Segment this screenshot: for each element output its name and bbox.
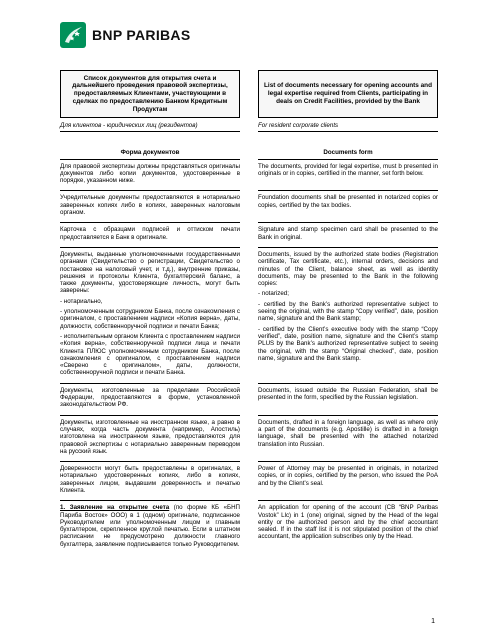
en-section-cell bbox=[258, 416, 438, 462]
ru-section-cell bbox=[60, 160, 240, 192]
ru-subheader: Для клиентов - юридических лиц (резидентов) bbox=[60, 122, 240, 132]
section-row bbox=[60, 384, 438, 416]
ru-paragraph: Доверенности могут быть предоставлены в оригиналах, в нотариально удостоверенных копиях, либо в копиях, заверенных лицом, выдавшим доверенность и печатью Клиента. bbox=[60, 465, 240, 494]
ru-final-text: (по форме КБ «БНП Париба Восток» ООО) в 1 (одном) оригинале, подписанное Руководителем или уполномоченным лицом и главным бухгалтером, скрепленное круглой печатью. Если в штатном расписании не предусмотрено должности главного бухгалтера, заявление подписывается только Руководителем. bbox=[60, 504, 241, 548]
section-row bbox=[60, 160, 438, 192]
bnp-stars-logo-icon bbox=[60, 22, 86, 48]
final-section bbox=[60, 501, 438, 554]
en-paragraph: The documents, provided for legal expertise, must b presented in originals or in copies, certified in the manner, set forth below. bbox=[258, 162, 438, 177]
ru-paragraph: - нотариально, bbox=[60, 297, 103, 305]
sections-container bbox=[60, 160, 438, 502]
en-column-heading: Documents form bbox=[258, 146, 438, 159]
en-paragraph: - certified by the Client’s executive body with the stamp “Copy verified”, date, position name, signature and the Client’s stamp PLUS by the Bank’s authorized representative subject to seeing the original, with the stamp “Original checked”, date, position name, signature and the Bank stamp. bbox=[258, 325, 438, 362]
ru-final-cell bbox=[60, 501, 240, 554]
en-paragraph: - notarized; bbox=[258, 290, 289, 298]
ru-paragraph: - исполнительным органом Клиента с проставлением надписи «Копия верна», собственноручной подписи лица и печати Клиента ПЛЮС уполномоченным сотрудником Банка, после ознакомления с оригиналом, с проставлением надписи «Сверено с оригиналом», даты, должности, собственноручной подписи и печати Банка. bbox=[60, 332, 240, 377]
logo-text: BNP PARIBAS bbox=[92, 27, 191, 43]
en-paragraph: Documents, issued by the authorized state bodies (Registration certificate, Tax certificate, etc.), internal orders, decisions and minutes of the Client, balance sheet, as well as identity documents, may be presented to the Bank in the following copies: bbox=[258, 250, 438, 288]
ru-section-cell bbox=[60, 191, 240, 223]
section-row bbox=[60, 462, 438, 501]
ru-paragraph: Документы, изготовленные за пределами Российской Федерации, предоставляются в форме, установленной законодательством РФ. bbox=[60, 386, 240, 409]
en-paragraph: Foundation documents shall be presented in notarized copies or copies, certified by the tax bodies. bbox=[258, 194, 438, 209]
ru-section-cell bbox=[60, 248, 240, 384]
ru-section-cell bbox=[60, 416, 240, 462]
ru-section-cell bbox=[60, 223, 240, 248]
en-final-text: An application for opening of the account (CB “BNP Paribas Vostok” Llc) in 1 (one) original, signed by the Head of the legal entity or the authorized person and by the chief accountant sealed. If in the staff list it is not stipulated position of the chief accountant, the application subscribes only by the Head. bbox=[258, 504, 438, 541]
ru-section-cell bbox=[60, 384, 240, 416]
en-section-cell bbox=[258, 384, 438, 416]
page-number: 1 bbox=[431, 618, 435, 625]
en-section-cell bbox=[258, 462, 438, 501]
section-row bbox=[60, 416, 438, 462]
ru-paragraph: - уполномоченным сотрудником Банка, после ознакомления с оригиналом, с проставлением надписи «Копия верна», даты, должности, собственноручной подписи и печати Банка; bbox=[60, 308, 240, 330]
ru-paragraph: Для правовой экспертизы должны представляться оригиналы документов либо копии документов, удостоверенные в порядке, указанном ниже. bbox=[60, 162, 240, 185]
en-paragraph: Power of Attorney may be presented in originals, in notarized copies, or in copies, certified by the person, who issued the PoA and by the Client’s seal. bbox=[258, 465, 438, 487]
en-section-cell bbox=[258, 223, 438, 248]
bnp-paribas-logo bbox=[60, 22, 190, 48]
en-paragraph: Documents, issued outside the Russian Federation, shall be presented in the form, specified by the Russian legislation. bbox=[258, 386, 438, 402]
ru-paragraph: Карточка с образцами подписей и оттиском печати предоставляется в Банк в оригинале. bbox=[60, 226, 240, 241]
section-row bbox=[60, 248, 438, 384]
en-section-cell bbox=[258, 160, 438, 192]
ru-paragraph: Учредительные документы предоставляются в нотариально заверенных копиях либо в копиях, заверенных налоговым органом. bbox=[60, 194, 240, 217]
ru-section-cell bbox=[60, 462, 240, 501]
en-paragraph: Signature and stamp specimen card shall be presented to the Bank in original. bbox=[258, 226, 438, 241]
en-paragraph: Documents, drafted in a foreign language, as well as where only a part of the documents (e.g. Apostille) is drafted in a foreign language, shall be presented with the attached notarized translation into Russian. bbox=[258, 418, 438, 448]
en-paragraph: - certified by the Bank’s authorized representative subject to seeing the original, with the stamp “Copy verified”, date, position name, signature and the Bank stamp; bbox=[258, 300, 438, 323]
document-table bbox=[60, 70, 438, 554]
section-row bbox=[60, 191, 438, 223]
section-row bbox=[60, 223, 438, 248]
ru-title-box: Список документов для открытия счета и дальнейшего проведения правовой экспертизы, предоставляемых Клиентами, участвующими в сделках по предоставлению Банком Кредитным Продуктам bbox=[60, 70, 240, 118]
ru-paragraph: Документы, выданные уполномоченными государственными органами (Свидетельство о регистрации, Свидетельство о постановке на налоговый учет, и т.д.), внутренние приказы, решения и протоколы Клиента, бухгалтерский баланс, а также документы, удостоверяющие личность, могут быть заверены: bbox=[60, 250, 240, 295]
ru-final-heading: 1. Заявление на открытие счета bbox=[60, 504, 170, 512]
ru-column-heading: Форма документов bbox=[60, 146, 240, 159]
en-subheader: For resident corporate clients bbox=[258, 122, 438, 132]
en-title-box: List of documents necessary for opening accounts and legal expertise required from Clients, participating in deals on Credit Facilities, provided by the Bank bbox=[258, 70, 438, 118]
en-section-cell bbox=[258, 191, 438, 223]
en-final-cell bbox=[258, 501, 438, 554]
en-section-cell bbox=[258, 248, 438, 384]
ru-paragraph: Документы, изготовленные на иностранном языке, а равно в случаях, когда часть документа (например, Апостиль) изготовлена на иностранном языке, предоставляются для правовой экспертизы с нотариально заверенным переводом на русский язык. bbox=[60, 418, 240, 455]
